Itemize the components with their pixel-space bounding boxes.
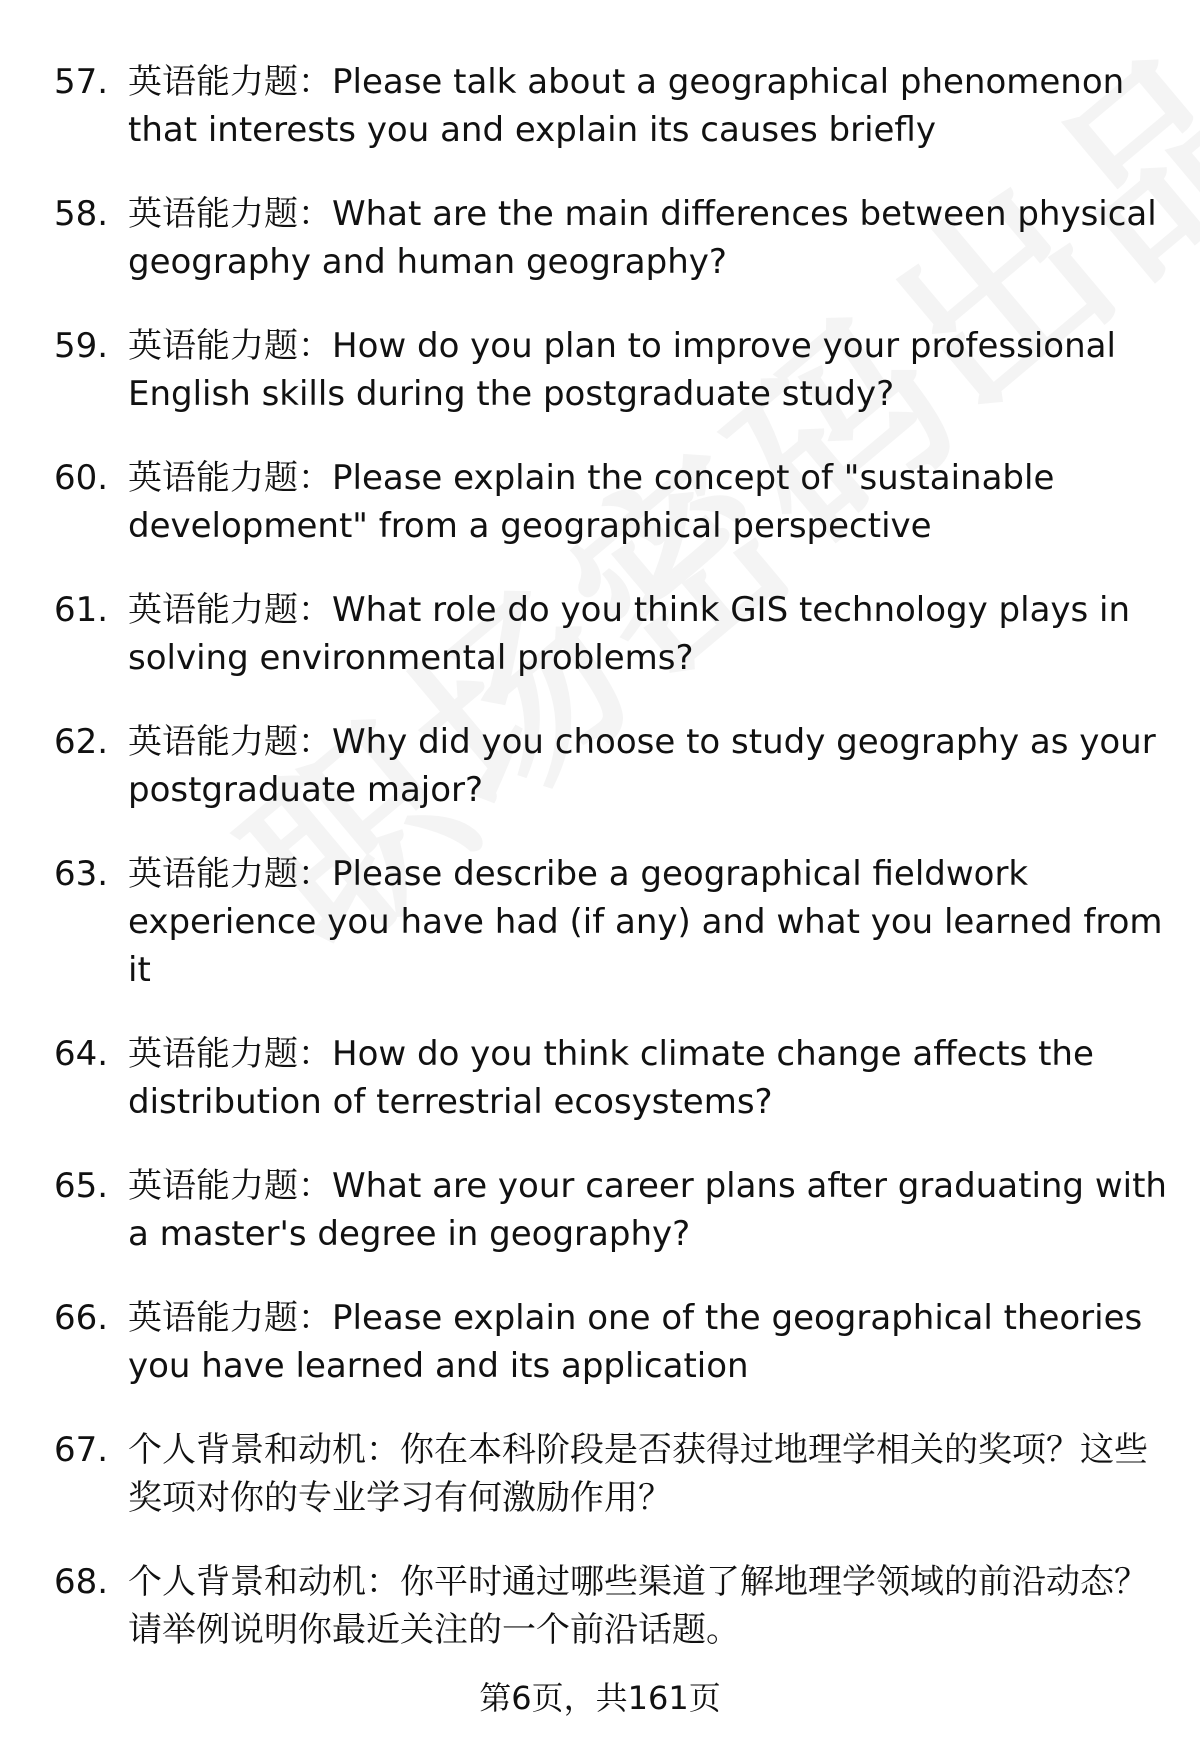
question-item: [0, 1426, 1200, 1522]
question-item: [0, 1558, 1200, 1654]
question-category: 个人背景和动机：: [128, 1562, 400, 1602]
question-number: 63.: [54, 854, 109, 894]
question-text: How do you plan to improve your professional English skills during the postgraduate study?: [128, 326, 1116, 414]
question-number: 64.: [54, 1034, 109, 1074]
question-list: [0, 58, 1200, 1690]
question-number: 62.: [54, 722, 109, 762]
question-text: Please describe a geographical fieldwork experience you have had (if any) and what you learned from it: [128, 854, 1163, 990]
question-category: 英语能力题：: [128, 854, 332, 894]
question-number: 60.: [54, 458, 109, 498]
question-category: 英语能力题：: [128, 722, 332, 762]
page-number-label: 第6页，共161页: [479, 1679, 721, 1717]
question-text: What role do you think GIS technology plays in solving environmental problems?: [128, 590, 1131, 678]
question-text: How do you think climate change affects the distribution of terrestrial ecosystems?: [128, 1034, 1094, 1122]
question-text: Please talk about a geographical phenomenon that interests you and explain its causes briefly: [128, 62, 1125, 150]
question-number: 67.: [54, 1430, 109, 1470]
question-category: 英语能力题：: [128, 1034, 332, 1074]
question-category: 英语能力题：: [128, 458, 332, 498]
question-text: What are the main differences between physical geography and human geography?: [128, 194, 1157, 282]
question-item: [0, 718, 1200, 814]
question-number: 59.: [54, 326, 109, 366]
question-category: 英语能力题：: [128, 62, 332, 102]
question-text: Why did you choose to study geography as your postgraduate major?: [128, 722, 1156, 810]
question-item: [0, 322, 1200, 418]
question-number: 57.: [54, 62, 109, 102]
question-item: [0, 58, 1200, 154]
question-item: [0, 454, 1200, 550]
question-number: 65.: [54, 1166, 109, 1206]
question-item: [0, 586, 1200, 682]
page-footer: [0, 1676, 1200, 1720]
question-text: 你平时通过哪些渠道了解地理学领域的前沿动态？请举例说明你最近关注的一个前沿话题。: [128, 1562, 1148, 1650]
question-item: [0, 1030, 1200, 1126]
question-item: [0, 190, 1200, 286]
question-item: [0, 1294, 1200, 1390]
question-category: 英语能力题：: [128, 1298, 332, 1338]
question-item: [0, 1162, 1200, 1258]
question-category: 个人背景和动机：: [128, 1430, 400, 1470]
question-item: [0, 850, 1200, 994]
question-text: Please explain the concept of "sustainable development" from a geographical perspective: [128, 458, 1055, 546]
question-number: 61.: [54, 590, 109, 630]
question-text: 你在本科阶段是否获得过地理学相关的奖项？这些奖项对你的专业学习有何激励作用？: [128, 1430, 1148, 1518]
question-number: 68.: [54, 1562, 109, 1602]
question-text: Please explain one of the geographical theories you have learned and its application: [128, 1298, 1143, 1386]
question-number: 66.: [54, 1298, 109, 1338]
question-number: 58.: [54, 194, 109, 234]
question-category: 英语能力题：: [128, 326, 332, 366]
question-category: 英语能力题：: [128, 194, 332, 234]
question-text: What are your career plans after graduating with a master's degree in geography?: [128, 1166, 1167, 1254]
question-category: 英语能力题：: [128, 590, 332, 630]
question-category: 英语能力题：: [128, 1166, 332, 1206]
